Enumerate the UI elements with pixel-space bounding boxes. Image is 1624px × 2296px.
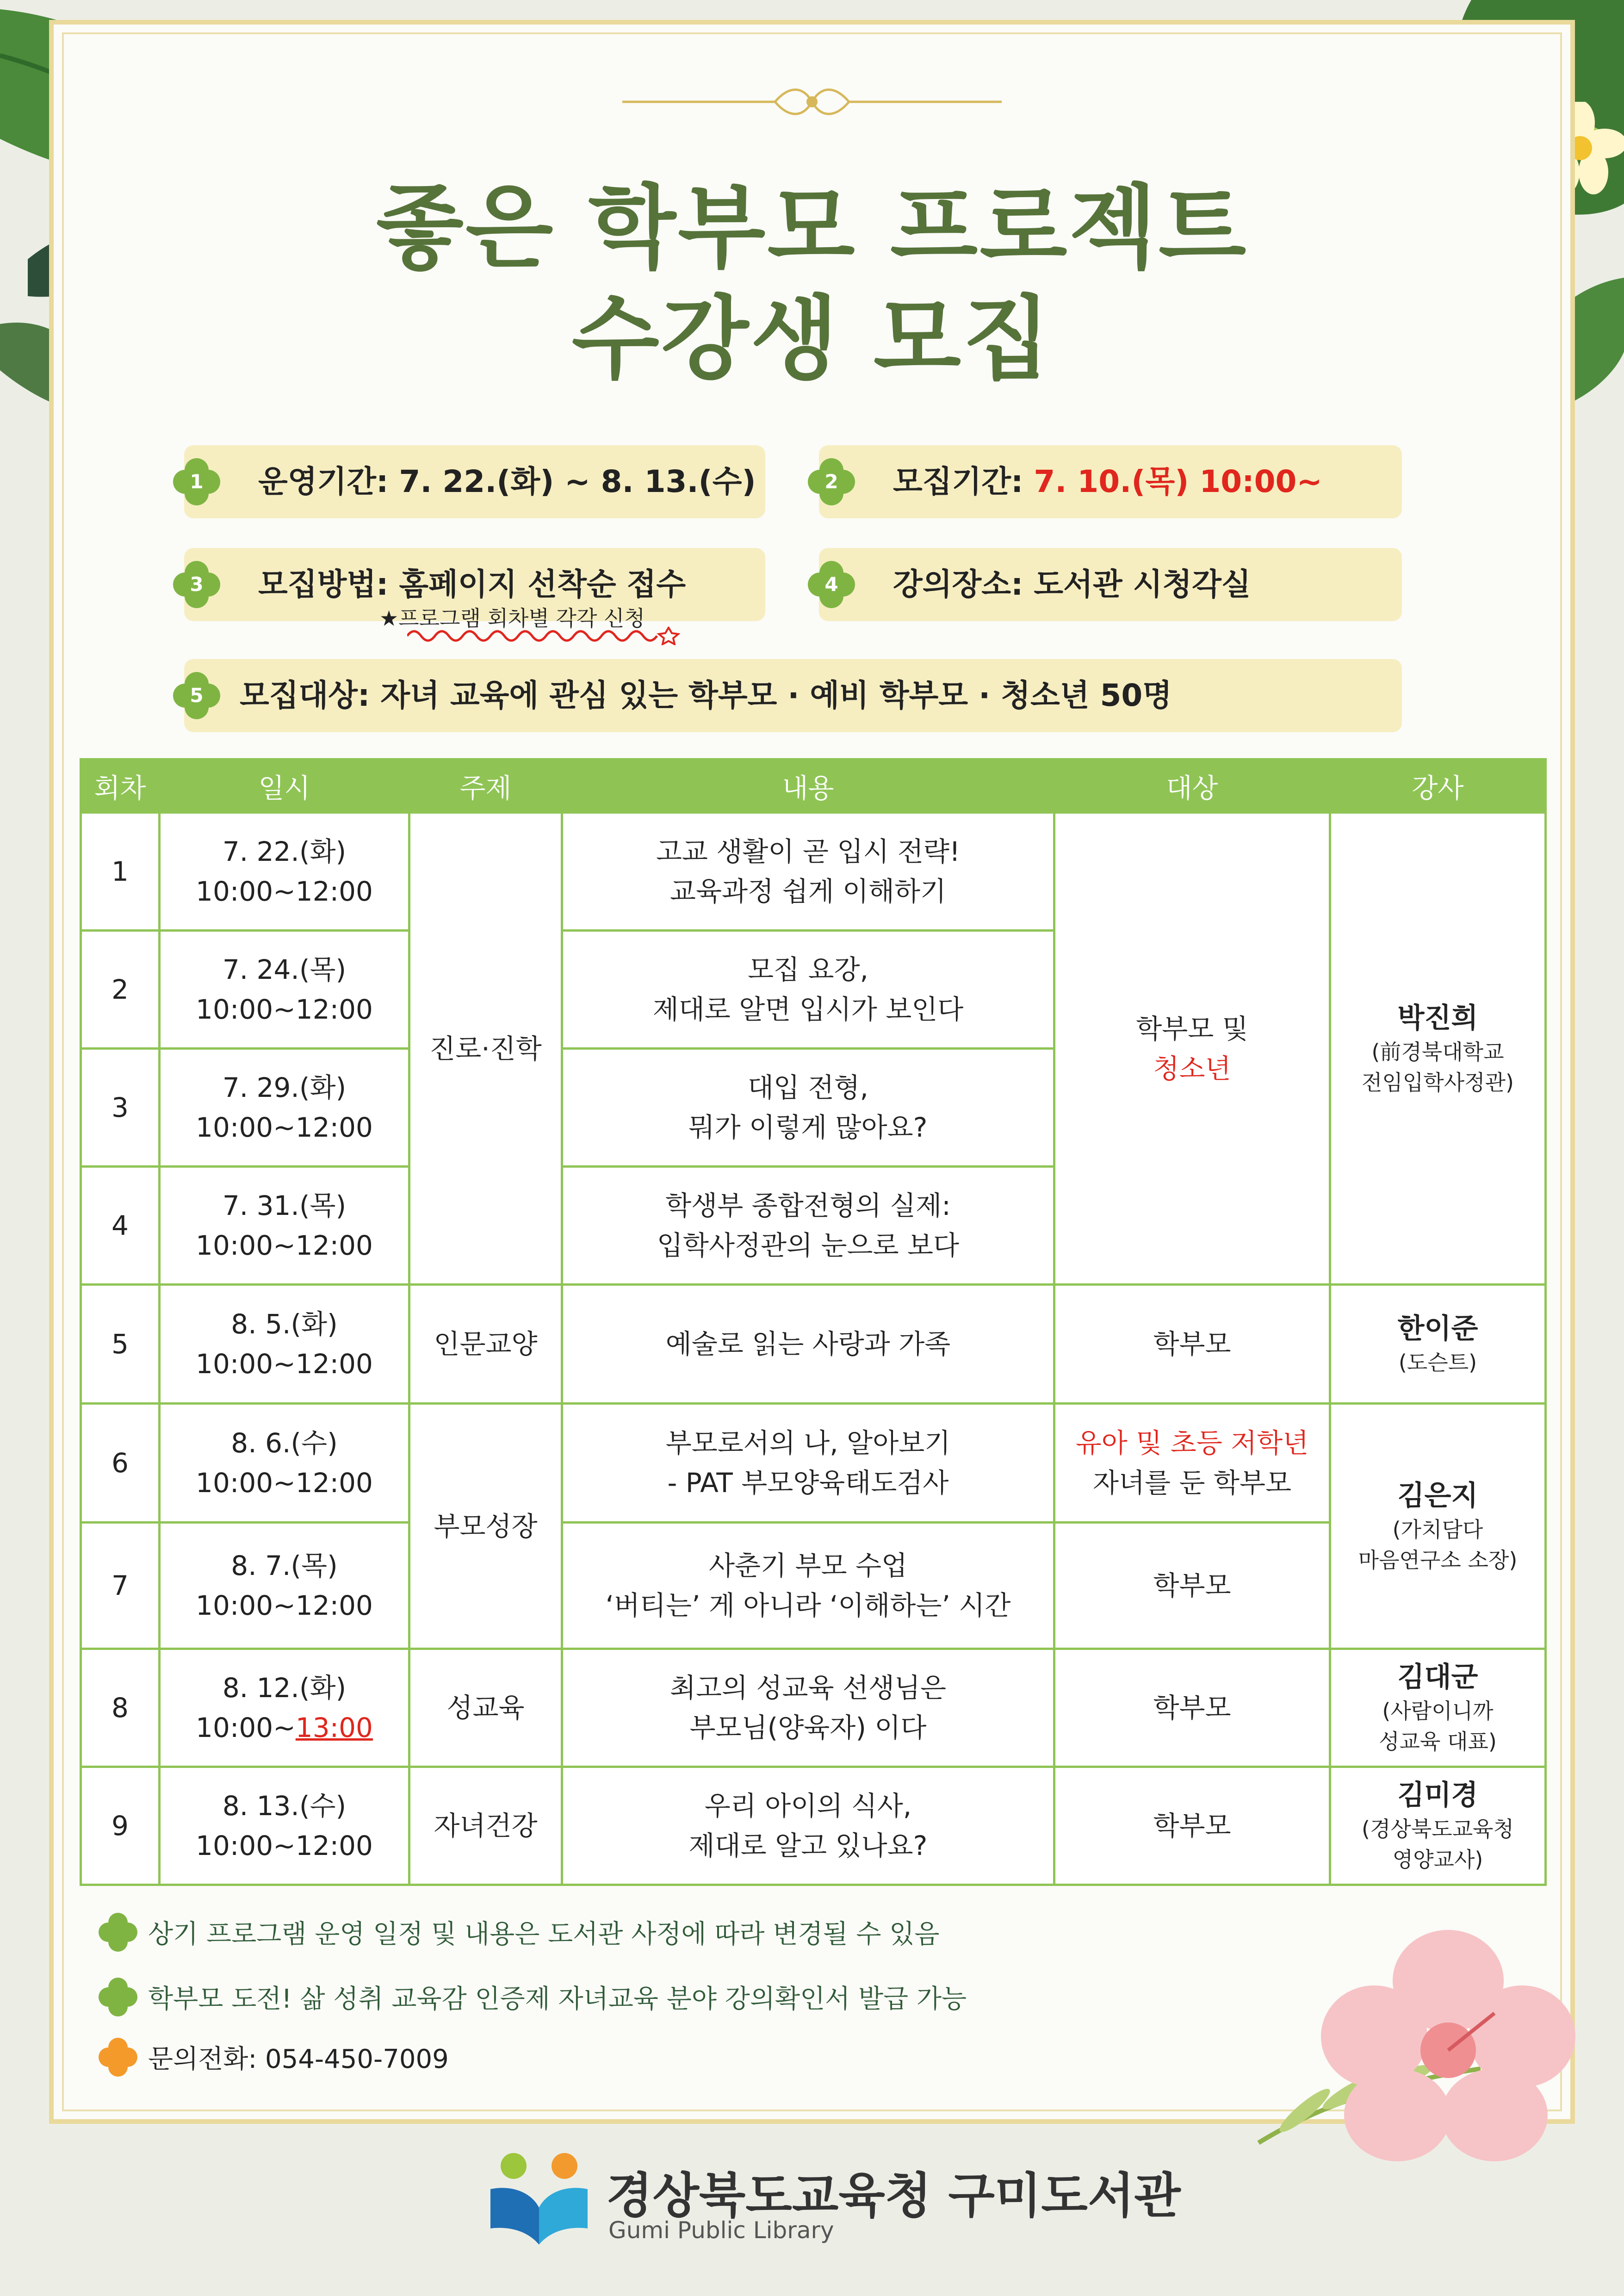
session-number: 2 — [81, 931, 160, 1049]
clover-icon: 4 — [806, 559, 857, 610]
topic-career: 진로·진학 — [409, 813, 562, 1285]
info-value: 7. 22.(화) ~ 8. 13.(수) — [399, 464, 756, 499]
session-content: 사춘기 부모 수업 ‘버티는’ 게 아니라 ‘이해하는’ 시간 — [562, 1523, 1054, 1649]
session-number: 1 — [81, 813, 160, 931]
info-label: 운영기간: — [258, 464, 399, 499]
lecturer-cell: 박진희 (前경북대학교 전임입학사정관) — [1330, 813, 1546, 1285]
session-datetime: 8. 13.(수) 10:00~12:00 — [160, 1767, 409, 1885]
library-logo — [481, 2143, 1181, 2254]
session-number: 9 — [81, 1767, 160, 1885]
header-target: 대상 — [1054, 759, 1330, 813]
table-row — [81, 813, 1546, 931]
info-venue — [819, 548, 1402, 621]
header-lecturer: 강사 — [1330, 759, 1546, 813]
target-parents-and-youth: 학부모 및 청소년 — [1054, 813, 1330, 1285]
library-logo-icon — [481, 2147, 597, 2249]
clover-icon: 3 — [171, 559, 222, 610]
session-number: 8 — [81, 1649, 160, 1767]
target-young-children-parents: 유아 및 초등 저학년 자녀를 둔 학부모 — [1054, 1404, 1330, 1523]
session-datetime: 8. 12.(화) 10:00~13:00 — [160, 1649, 409, 1767]
target-parents: 학부모 — [1054, 1649, 1330, 1767]
clover-icon: 5 — [171, 670, 222, 721]
session-datetime: 8. 7.(목) 10:00~12:00 — [160, 1523, 409, 1649]
session-datetime: 7. 29.(화) 10:00~12:00 — [160, 1049, 409, 1167]
info-note: ★프로그램 회차별 각각 신청 — [379, 606, 645, 631]
info-operation-period — [184, 445, 765, 518]
info-label: 모집대상: — [240, 678, 381, 713]
library-logo-english-name: Gumi Public Library — [608, 2217, 834, 2244]
info-value: 도서관 시청각실 — [1034, 566, 1251, 602]
lecturer-cell: 김미경 (경상북도교육청 영양교사) — [1330, 1767, 1546, 1885]
clover-icon — [97, 1911, 139, 1953]
info-label: 강의장소: — [893, 566, 1034, 602]
footer-contact-phone: 문의전화: 054-450-7009 — [97, 2036, 449, 2078]
library-logo-name: 경상북도교육청 구미도서관 — [606, 2167, 1181, 2224]
session-datetime: 7. 22.(화) 10:00~12:00 — [160, 813, 409, 931]
session-number: 7 — [81, 1523, 160, 1649]
session-content: 부모로서의 나, 알아보기 - PAT 부모양육태도검사 — [562, 1404, 1054, 1523]
session-content: 모집 요강, 제대로 알면 입시가 보인다 — [562, 931, 1054, 1049]
info-label: 모집기간: — [893, 464, 1034, 499]
gold-ornament-divider — [622, 83, 1002, 120]
orange-clover-icon — [97, 2036, 139, 2078]
topic-sex-education: 성교육 — [409, 1649, 562, 1767]
session-datetime: 8. 5.(화) 10:00~12:00 — [160, 1285, 409, 1404]
session-content: 고교 생활이 곧 입시 전략! 교육과정 쉽게 이해하기 — [562, 813, 1054, 931]
table-row — [81, 1767, 1546, 1885]
table-row — [81, 1404, 1546, 1523]
session-content: 학생부 종합전형의 실제: 입학사정관의 눈으로 보다 — [562, 1167, 1054, 1285]
info-value: 홈페이지 선착순 접수 — [399, 566, 686, 602]
header-session: 회차 — [81, 759, 160, 813]
lecturer-cell: 김은지 (가치담다 마음연구소 소장) — [1330, 1404, 1546, 1649]
table-row — [81, 1523, 1546, 1649]
pink-hibiscus-flower-icon — [1319, 1930, 1578, 2161]
header-datetime: 일시 — [160, 759, 409, 813]
clover-icon — [97, 1976, 139, 2018]
topic-humanities: 인문교양 — [409, 1285, 562, 1404]
info-value: 자녀 교육에 관심 있는 학부모 · 예비 학부모 · 청소년 50명 — [380, 678, 1172, 713]
lecturer-cell: 김대군 (사람이니까 성교육 대표) — [1330, 1649, 1546, 1767]
clover-icon: 2 — [806, 456, 857, 507]
session-datetime: 7. 31.(목) 10:00~12:00 — [160, 1167, 409, 1285]
session-number: 6 — [81, 1404, 160, 1523]
info-value: 7. 10.(목) 10:00~ — [1034, 464, 1322, 499]
footer-note-certificate: 학부모 도전! 삶 성취 교육감 인증제 자녀교육 분야 강의확인서 발급 가능 — [97, 1976, 967, 2018]
target-parents: 학부모 — [1054, 1285, 1330, 1404]
footer-note-schedule-change: 상기 프로그램 운영 일정 및 내용은 도서관 사정에 따라 변경될 수 있음 — [97, 1911, 940, 1953]
session-content: 대입 전형, 뭐가 이렇게 많아요? — [562, 1049, 1054, 1167]
info-target — [184, 659, 1402, 732]
target-parents: 학부모 — [1054, 1767, 1330, 1885]
session-datetime: 7. 24.(목) 10:00~12:00 — [160, 931, 409, 1049]
table-row — [81, 1649, 1546, 1767]
session-content: 예술로 읽는 사랑과 가족 — [562, 1285, 1054, 1404]
page-title-line1: 좋은 학부모 프로젝트 — [376, 175, 1248, 281]
session-number: 5 — [81, 1285, 160, 1404]
red-wavy-underline — [407, 627, 680, 645]
session-content: 우리 아이의 식사, 제대로 알고 있나요? — [562, 1767, 1054, 1885]
session-datetime: 8. 6.(수) 10:00~12:00 — [160, 1404, 409, 1523]
session-number: 3 — [81, 1049, 160, 1167]
page-title-line2: 수강생 모집 — [571, 286, 1053, 392]
target-parents: 학부모 — [1054, 1523, 1330, 1649]
topic-parent-growth: 부모성장 — [409, 1404, 562, 1649]
table-row — [81, 1285, 1546, 1404]
table-header-row — [81, 759, 1546, 813]
clover-icon: 1 — [171, 456, 222, 507]
info-recruit-period — [819, 445, 1402, 518]
session-content: 최고의 성교육 선생님은 부모님(양육자) 이다 — [562, 1649, 1054, 1767]
schedule-table — [80, 758, 1547, 1886]
lecturer-cell: 한이준 (도슨트) — [1330, 1285, 1546, 1404]
topic-child-health: 자녀건강 — [409, 1767, 562, 1885]
header-topic: 주제 — [409, 759, 562, 813]
session-number: 4 — [81, 1167, 160, 1285]
header-content: 내용 — [562, 759, 1054, 813]
info-label: 모집방법: — [258, 566, 399, 602]
